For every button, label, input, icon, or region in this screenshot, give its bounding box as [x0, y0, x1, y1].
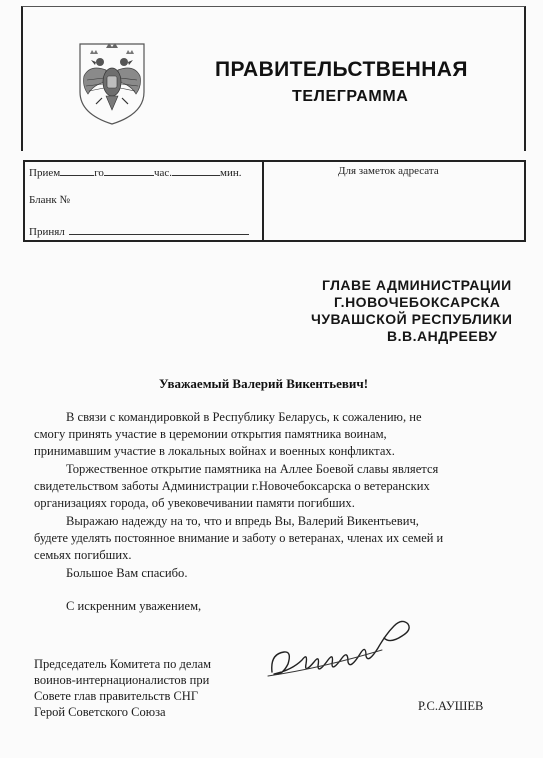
notes-label: Для заметок адресата	[338, 165, 439, 177]
addressee-line-2: Г.НОВОЧЕБОКСАРСКА	[334, 294, 501, 310]
telegram-title-line-1: ПРАВИТЕЛЬСТВЕННАЯ	[215, 58, 468, 81]
paragraph-3-line-2: будете уделять постоянное внимание и заботу о ветеранах, членах их семей и	[34, 531, 444, 545]
received-date-blank	[60, 165, 94, 176]
paragraph-1-line-3: принимавшим участие в локальных войнах и военных конфликтах.	[34, 444, 395, 458]
accepted-field	[29, 224, 249, 238]
received-hour-blank	[172, 165, 220, 176]
form-divider	[262, 160, 264, 242]
received-label: Прием	[29, 167, 61, 179]
thanks-line: Большое Вам спасибо.	[66, 566, 188, 580]
addressee-line-1: ГЛАВЕ АДМИНИСТРАЦИИ	[322, 277, 512, 293]
signer-title-line-3: Совете глав правительств СНГ	[34, 689, 199, 703]
greeting: Уважаемый Валерий Викентьевич!	[159, 376, 369, 391]
addressee-line-3: ЧУВАШСКОЙ РЕСПУБЛИКИ	[311, 311, 513, 327]
paragraph-2-line-1: Торжественное открытие памятника на Аллее Боевой славы является	[66, 462, 439, 476]
signer-name: Р.С.АУШЕВ	[418, 699, 484, 713]
signer-title-line-4: Герой Советского Союза	[34, 705, 166, 719]
received-date-suffix: го	[94, 167, 104, 179]
paragraph-1-line-1: В связи с командировкой в Республику Беларусь, к сожалению, не	[66, 410, 422, 424]
paragraph-3-line-1: Выражаю надежду на то, что и впредь Вы, Валерий Викентьевич,	[66, 514, 419, 528]
paragraph-3-line-3: семьях погибших.	[34, 548, 132, 562]
received-minute-label: мин.	[219, 167, 242, 179]
telegram-title-line-2: ТЕЛЕГРАММА	[292, 88, 409, 105]
accepted-label: Принял	[29, 226, 65, 238]
paragraph-2-line-3: организациях города, об увековечивании памяти погибших.	[34, 496, 355, 510]
accepted-blank	[69, 224, 249, 235]
coat-of-arms-emblem	[76, 40, 148, 126]
received-hour-label: час.	[153, 167, 172, 179]
signer-title-line-1: Председатель Комитета по делам	[34, 657, 212, 671]
received-day-blank	[104, 165, 154, 176]
closing-line: С искренним уважением,	[66, 599, 202, 613]
blank-number-label: Бланк №	[29, 194, 71, 206]
signer-title-line-2: воинов-интернационалистов при	[34, 673, 210, 687]
addressee-line-4: В.В.АНДРЕЕВУ	[387, 328, 498, 344]
paragraph-2-line-2: свидетельством заботы Администрации г.Новочебоксарска о ветеранских	[34, 479, 430, 493]
handwritten-signature	[262, 604, 432, 684]
blank-number-field	[29, 194, 70, 206]
paragraph-1-line-2: смогу принять участие в церемонии открытия памятника воинам,	[34, 427, 387, 441]
received-field	[29, 165, 241, 179]
